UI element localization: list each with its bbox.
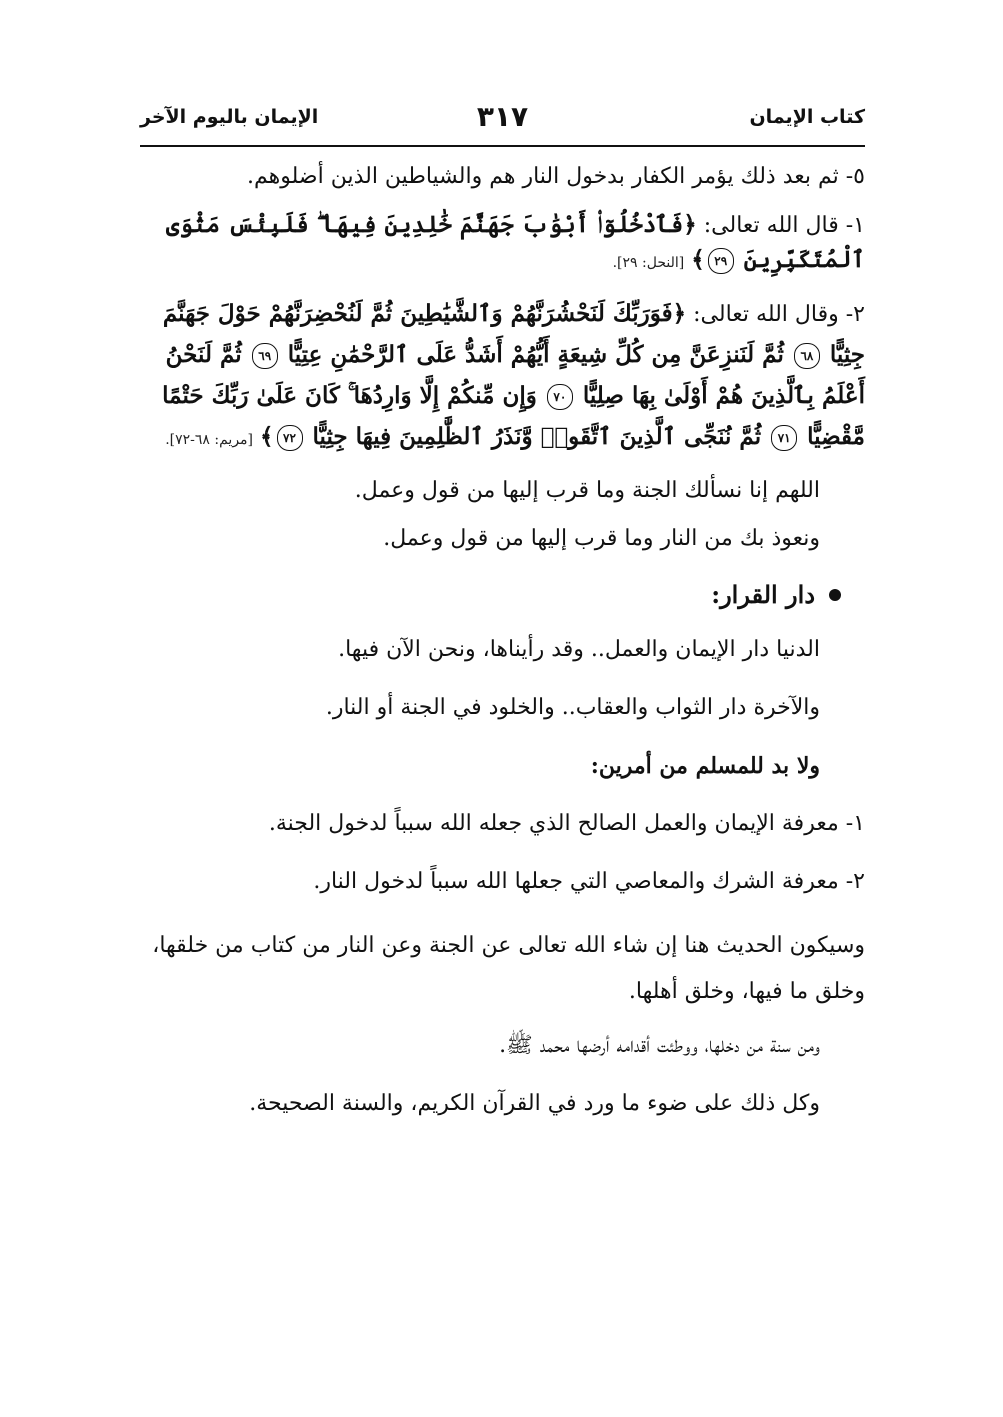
ayah-number-marker: ٦٨ — [794, 343, 820, 369]
ayah-number-marker: ٧٢ — [277, 425, 303, 451]
verse-2-reference: [مريم: ٦٨-٧٢]. — [165, 432, 254, 448]
verse-2-intro: ٢- وقال الله تعالى: — [693, 302, 865, 327]
chapter-title: الإيمان باليوم الآخر — [140, 106, 319, 128]
verse-1-text: ﴿فَٱدْخُلُوٓا۟ أَبْوَٰبَ جَهَنَّمَ خَٰلِدِينَ فِيهَا ۖ فَلَبِئْسَ مَثْوَى ٱلْمُتَكَبِّرِينَ — [166, 211, 865, 273]
section-title: دار القرار: — [711, 580, 815, 609]
list-item-2: ٢- معرفة الشرك والمعاصي التي جعلها الله سبباً لدخول النار. — [313, 869, 865, 894]
verse-2-part-e: ثُمَّ نُنَجِّى ٱلَّذِينَ ٱتَّقَوا۟ وَّنَذَرُ ٱلظَّٰلِمِينَ فِيهَا جِثِيًّا — [312, 423, 762, 450]
section-heading — [140, 580, 865, 609]
verse-2-close: ﴾ — [260, 423, 274, 450]
page-header — [140, 100, 865, 140]
dua-line-1: اللهم إنا نسألك الجنة وما قرب إليها من قول وعمل. — [354, 478, 820, 503]
bullet-icon — [829, 589, 841, 601]
verse-2-part-a: ﴿فَوَرَبِّكَ لَنَحْشُرَنَّهُمْ وَٱلشَّيَٰطِينَ ثُمَّ لَنُحْضِرَنَّهُمْ حَوْلَ جَهَنَّمَ جِثِيًّا — [162, 300, 865, 368]
statement-2: والآخرة دار الثواب والعقاب.. والخلود في الجنة أو النار. — [325, 695, 820, 720]
ayah-number-marker: ٦٩ — [252, 343, 278, 369]
verse-block-2 — [140, 294, 865, 460]
verse-2-part-d: وَإِن مِّنكُمْ إِلَّا وَارِدُهَا ۚ كَانَ عَلَىٰ رَبِّكَ حَتْمًا مَّقْضِيًّا — [162, 382, 865, 450]
statement-3: ولا بد للمسلم من أمرين: — [590, 753, 820, 779]
paragraph-5: ٥- ثم بعد ذلك يؤمر الكفار بدخول النار هم والشياطين الذين أضلوهم. — [247, 164, 865, 189]
page-body — [140, 160, 865, 1135]
list-item-1: ١- معرفة الإيمان والعمل الصالح الذي جعله الله سبباً لدخول الجنة. — [268, 811, 865, 836]
verse-block-1 — [140, 208, 865, 280]
page-number: ٣١٧ — [476, 100, 529, 133]
verse-2-part-b: ثُمَّ لَنَنزِعَنَّ مِن كُلِّ شِيعَةٍ أَيُّهُمْ أَشَدُّ عَلَى ٱلرَّحْمَٰنِ عِتِيًّا — [287, 341, 784, 368]
statement-6: وسيكون الحديث هنا إن شاء الله تعالى عن الجنة وعن النار من كتاب من خلقها، وخلق ما فيها، وخلق أهلها. — [152, 933, 865, 1004]
verse-1-reference: [النحل: ٢٩]. — [612, 255, 685, 271]
ayah-number-marker: ٧١ — [771, 425, 797, 451]
dua-line-2: ونعوذ بك من النار وما قرب إليها من قول وعمل. — [383, 526, 820, 551]
header-divider — [140, 145, 865, 147]
statement-1: الدنيا دار الإيمان والعمل.. وقد رأيناها، ونحن الآن فيها. — [338, 637, 820, 662]
verse-1-intro: ١- قال الله تعالى: — [703, 213, 865, 238]
verse-1-close: ﴾ — [691, 246, 705, 273]
book-title: كتاب الإيمان — [749, 106, 865, 128]
verse-2-part-c: ثُمَّ لَنَحْنُ أَعْلَمُ بِٱلَّذِينَ هُمْ أَوْلَىٰ بِهَا صِلِيًّا — [165, 341, 865, 409]
statement-7: ومن سنة من دخلها، ووطئت أقدامه أرضها محمد ﷺ. — [499, 1033, 820, 1058]
statement-8: وكل ذلك على ضوء ما ورد في القرآن الكريم، والسنة الصحيحة. — [249, 1091, 820, 1116]
ayah-number-marker: ٢٩ — [708, 248, 734, 274]
ayah-number-marker: ٧٠ — [547, 384, 573, 410]
